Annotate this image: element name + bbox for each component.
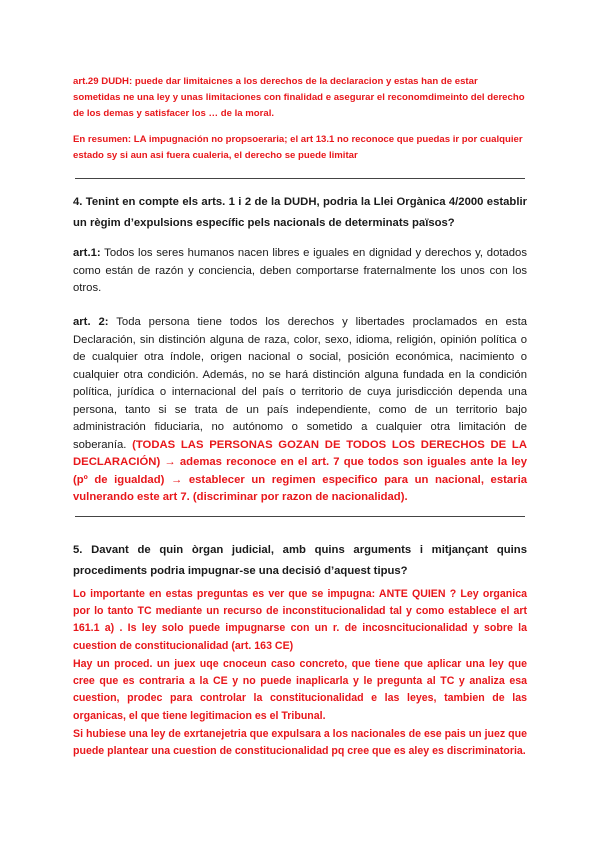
divider-line xyxy=(75,516,525,517)
art2-text: Toda persona tiene todos los derechos y libertades proclamados en esta Declaración, sin distinción alguna de raza, color, sexo, idioma, religión, opinión política o de cualquier otra índole, origen nacional o social, posición económica, nacimiento o cualquier otra condición. Además, no se hará distinción alguna fundada en la condición política, jurídica o internacional del país o territorio de cuya jurisdicción dependa una persona, tanto si se trata de un país independiente, como de un territorio bajo administración fiduciaria, no autónomo o sometido a cualquier otra limitación de soberanía. xyxy=(73,316,527,451)
divider-line xyxy=(75,178,525,179)
question-5: 5. Davant de quin òrgan judicial, amb quins arguments i mitjançant quins procediments podria impugnar-se una decisió d’aquest tipus? xyxy=(73,544,527,577)
art1-label: art.1: xyxy=(73,247,101,259)
art2-label: art. 2: xyxy=(73,316,109,328)
question-4: 4. Tenint en compte els arts. 1 i 2 de la DUDH, podria la Llei Orgànica 4/2000 establir un règim d’expulsions específic pels nacionals de determinats països? xyxy=(73,196,527,229)
answer-paragraph-2: Hay un proced. un juex uqe cnoceun caso concreto, que tiene que aplicar una ley que cree que es contraria a la CE y no puede inaplicarla y le pregunta al TC y analiza esa cuestion, prodec para controlar la constitucionalidad e las leyes, tambien de las organicas, el que tiene legitimacion es el Tribunal. xyxy=(73,658,527,722)
answer-paragraph-3: Si hubiese una ley de exrtanejetria que expulsara a los nacionales de ese pais un juez que puede plantear una cuestion de constitucionalidad pq cree que es aley es discriminatoria. xyxy=(73,728,527,758)
intro-paragraph-summary: En resumen: LA impugnación no propsoeraria; el art 13.1 no reconoce que puedas ir por cualquier estado sy si aun asi fuera cualeria, el derecho se puede limitar xyxy=(73,134,523,162)
intro-paragraph-art29: art.29 DUDH: puede dar limitaicnes a los derechos de la declaracion y estas han de estar sometidas ne una ley y unas limitaciones con finalidad e asegurar el reconomdimeinto del derecho de los demas y satisfacer los … de la moral. xyxy=(73,76,525,120)
art2-paragraph xyxy=(73,314,527,507)
art1-paragraph xyxy=(73,245,527,298)
answer-paragraph-1: Lo importante en estas preguntas es ver que se impugna: ANTE QUIEN ? Ley organica por lo tanto TC mediante un recurso de inconstitucionalidad tal y como establece el art 161.1 a) . Is ley solo puede impugnarse con un r. de incosncitucionalidad y sobre la cuestion de constitucionalidad (art. 163 CE) xyxy=(73,588,527,652)
art1-text: Todos los seres humanos nacen libres e iguales en dignidad y derechos y, dotados como están de razón y conciencia, deben comportarse fraternalmente los unos con los otros. xyxy=(73,247,527,294)
art2-note: (TODAS LAS PERSONAS GOZAN DE TODOS LOS DERECHOS DE LA DECLARACIÓN) → ademas reconoce en el art. 7 que todos son iguales ante la ley (pº de igualdad) → establecer un regimen especifico para un nacional, estaria vulnerando este art 7. (discriminar por razon de nacionalidad). xyxy=(73,438,527,503)
